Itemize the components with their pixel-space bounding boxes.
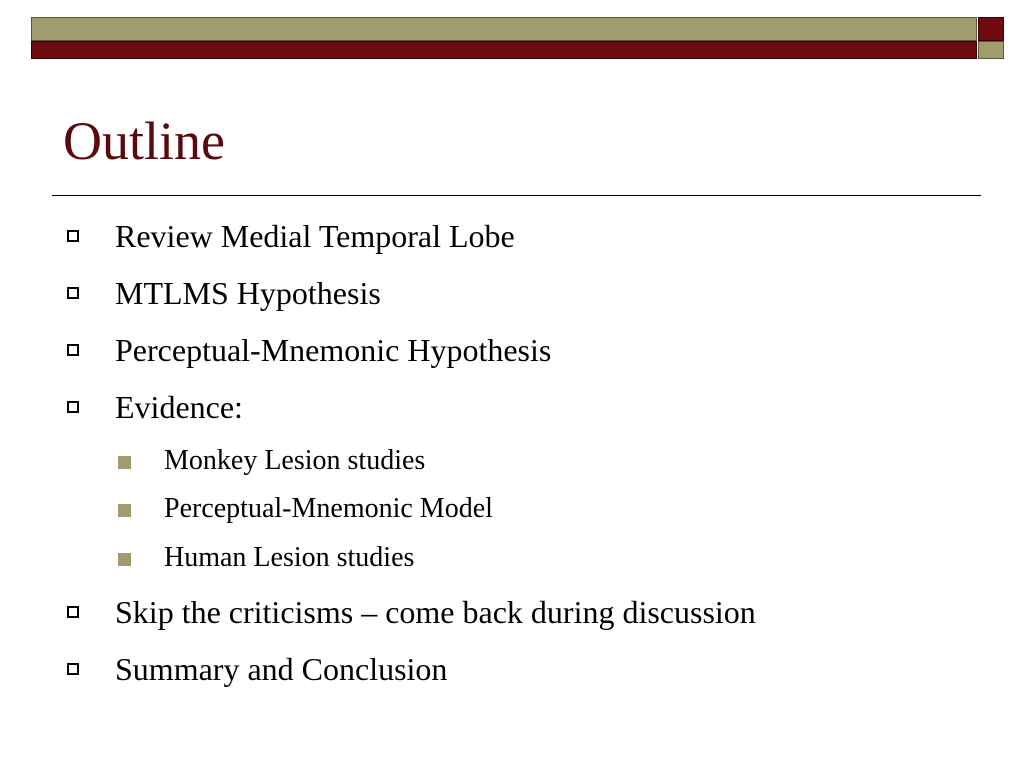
- hollow-square-icon: [67, 663, 79, 675]
- hollow-square-icon: [67, 401, 79, 413]
- outline-item-text: Summary and Conclusion: [115, 651, 448, 687]
- outline-item: [115, 592, 756, 632]
- hollow-square-icon: [67, 606, 79, 618]
- outline-item: [115, 216, 515, 256]
- outline-subitem: [164, 492, 493, 526]
- outline-item-text: MTLMS Hypothesis: [115, 275, 381, 311]
- filled-square-icon: [118, 504, 131, 517]
- outline-item-text: Evidence:: [115, 389, 243, 425]
- outline-subitem: [164, 541, 414, 575]
- hollow-square-icon: [67, 230, 79, 242]
- outline-item: [115, 330, 551, 370]
- outline-subitem-text: Perceptual-Mnemonic Model: [164, 493, 493, 524]
- hollow-square-icon: [67, 344, 79, 356]
- outline-item: [115, 387, 243, 427]
- hollow-square-icon: [67, 287, 79, 299]
- outline-item: [115, 273, 381, 313]
- outline-item-text: Skip the criticisms – come back during discussion: [115, 594, 756, 630]
- outline-subitem-text: Monkey Lesion studies: [164, 445, 426, 476]
- outline-item-text: Perceptual-Mnemonic Hypothesis: [115, 332, 552, 368]
- filled-square-icon: [118, 553, 131, 566]
- outline-item: [115, 649, 447, 689]
- outline-subitem-text: Human Lesion studies: [164, 542, 415, 573]
- filled-square-icon: [118, 456, 131, 469]
- outline-item-text: Review Medial Temporal Lobe: [115, 218, 515, 254]
- slide-title: Outline: [63, 111, 225, 171]
- outline-subitem: [164, 444, 425, 478]
